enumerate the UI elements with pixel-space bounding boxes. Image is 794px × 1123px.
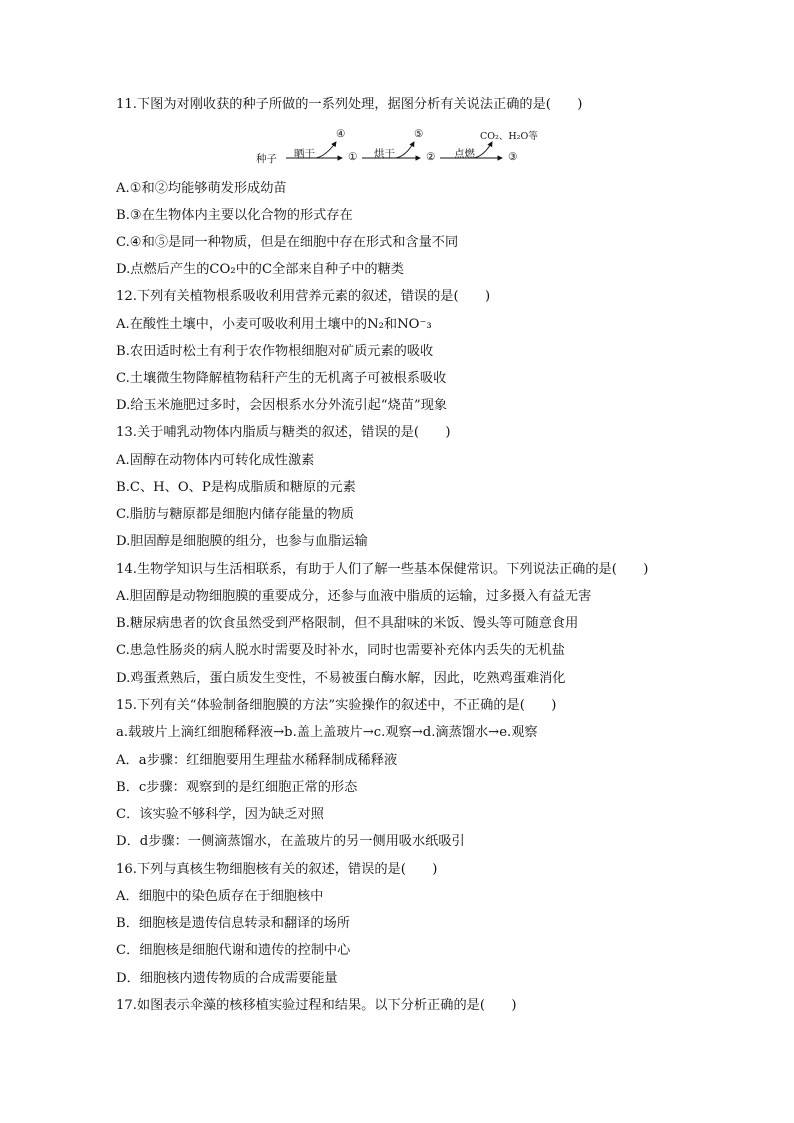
question-17-stem: 17.如图表示伞藻的核移植实验过程和结果。以下分析正确的是( ) [116, 998, 517, 1013]
q13-option-a: A.固醇在动物体内可转化成性激素 [116, 453, 315, 468]
question-13-stem: 13.关于哺乳动物体内脂质与糖类的叙述，错误的是( ) [116, 425, 451, 440]
q15-option-a: A．a步骤：红细胞要用生理盐水稀释制成稀释液 [116, 753, 398, 768]
q15-option-c: C．该实验不够科学，因为缺乏对照 [116, 807, 324, 822]
q11-option-b: B.③在生物体内主要以化合物的形式存在 [116, 208, 353, 223]
q11-option-a: A.①和②均能够萌发形成幼苗 [116, 181, 287, 196]
q16-option-b: B．细胞核是遗传信息转录和翻译的场所 [116, 916, 350, 931]
q13-option-d: D.胆固醇是细胞膜的组分，也参与血脂运输 [116, 534, 368, 549]
diagram-product-3: ③ [508, 151, 518, 163]
seed-treatment-diagram [256, 128, 556, 172]
q11-option-c: C.④和⑤是同一种物质，但是在细胞中存在形式和含量不同 [116, 235, 459, 250]
q16-option-c: C．细胞核是细胞代谢和遗传的控制中心 [116, 943, 351, 958]
q15-option-b: B．c步骤：观察到的是红细胞正常的形态 [116, 780, 358, 795]
diagram-byproduct-4: ④ [336, 128, 346, 140]
q16-option-a: A．细胞中的染色质存在于细胞核中 [116, 889, 324, 904]
question-16-stem: 16.下列与真核生物细胞核有关的叙述，错误的是( ) [116, 862, 438, 877]
diagram-step1-label: 晒干 [294, 148, 315, 160]
q11-option-d: D.点燃后产生的CO₂中的C全部来自种子中的糖类 [116, 262, 404, 277]
question-11-stem: 11.下图为对刚收获的种子所做的一系列处理，据图分析有关说法正确的是( ) [116, 97, 583, 112]
question-15-stem: 15.下列有关“体验制备细胞膜的方法”实验操作的叙述中，不正确的是( ) [116, 698, 557, 713]
q16-option-d: D．细胞核内遗传物质的合成需要能量 [116, 971, 338, 986]
q13-option-b: B.C、H、O、P是构成脂质和糖原的元素 [116, 480, 356, 495]
q14-option-a: A.胆固醇是动物细胞膜的重要成分，还参与血液中脂质的运输，过多摄入有益无害 [116, 589, 592, 604]
q12-option-a: A.在酸性土壤中，小麦可吸收利用土壤中的N₂和NO⁻₃ [116, 317, 432, 332]
q12-option-b: B.农田适时松土有利于农作物根细胞对矿质元素的吸收 [116, 344, 434, 359]
diagram-step2-label: 烘干 [374, 148, 395, 160]
q15-procedure: a.载玻片上滴红细胞稀释液→b.盖上盖玻片→c.观察→d.滴蒸馏水→e.观察 [116, 725, 538, 740]
q14-option-c: C.患急性肠炎的病人脱水时需要及时补水，同时也需要补充体内丢失的无机盐 [116, 643, 565, 658]
q13-option-c: C.脂肪与糖原都是细胞内储存能量的物质 [116, 507, 354, 522]
q12-option-d: D.给玉米施肥过多时，会因根系水分外流引起“烧苗”现象 [116, 398, 448, 413]
branch-arrow-3 [474, 142, 492, 158]
question-12-stem: 12.下列有关植物根系吸收利用营养元素的叙述，错误的是( ) [116, 289, 491, 304]
diagram-byproduct-5: ⑤ [414, 128, 424, 140]
diagram-product-2: ② [426, 151, 436, 163]
q14-option-d: D.鸡蛋煮熟后，蛋白质发生变性，不易被蛋白酶水解，因此，吃熟鸡蛋难消化 [116, 671, 566, 686]
q14-option-b: B.糖尿病患者的饮食虽然受到严格限制，但不具甜味的米饭、馒头等可随意食用 [116, 616, 579, 631]
diagram-product-1: ① [348, 151, 358, 163]
branch-arrow-2 [396, 142, 414, 158]
question-14-stem: 14.生物学知识与生活相联系，有助于人们了解一些基本保健常识。下列说法正确的是( ) [116, 562, 649, 577]
diagram-start-label: 种子 [256, 153, 277, 165]
diagram-byproduct-gases: CO₂、H₂O等 [480, 131, 538, 142]
q12-option-c: C.土壤微生物降解植物秸秆产生的无机离子可被根系吸收 [116, 371, 447, 386]
branch-arrow-1 [316, 142, 336, 158]
diagram-step3-label: 点燃 [454, 148, 475, 160]
q15-option-d: D．d步骤：一侧滴蒸馏水，在盖玻片的另一侧用吸水纸吸引 [116, 834, 465, 849]
